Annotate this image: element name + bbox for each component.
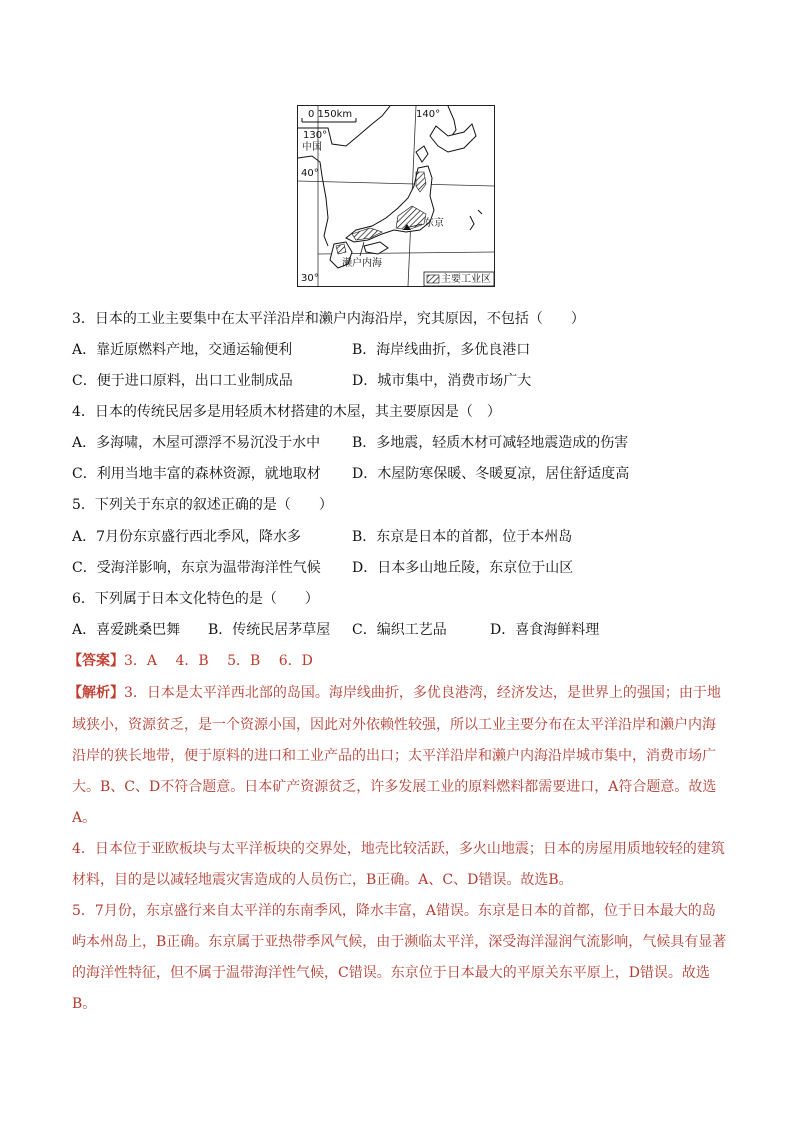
analysis-line-3: 沿岸的狭长地带，便于原料的进口和工业产品的出口；太平洋沿岸和濑户内海沿岸城市集中，消费市场广 (72, 748, 716, 764)
q3-stem: 3．日本的工业主要集中在太平洋沿岸和濑户内海沿岸，究其原因，不包括（ ） (72, 311, 585, 327)
q5-stem: 5．下列关于东京的叙述正确的是（ ） (72, 497, 333, 513)
analysis-q4-line-2: 材料，目的是以减轻地震灾害造成的人员伤亡，B正确。A、C、D错误。故选B。 (72, 872, 573, 888)
industrial-zone-kyushu (336, 244, 346, 254)
analysis-q5-line-2: 屿本州岛上，B正确。东京属于亚热带季风气候，由于濒临太平洋，深受海洋湿润气流影响，气候具有显著 (72, 934, 727, 950)
map-country-china: 中国 (302, 142, 322, 153)
q6-option-a: A．喜爱跳桑巴舞 (72, 622, 181, 638)
q6-option-d: D．喜食海鲜料理 (490, 622, 600, 638)
q3-option-b: B．海岸线曲折，多优良港口 (352, 342, 531, 358)
q3-option-d: D．城市集中，消费市场广大 (352, 373, 532, 389)
analysis-line-5: A。 (72, 810, 97, 826)
map-lat-30: 30° (301, 273, 319, 284)
map-graphic (298, 106, 494, 286)
q4-stem: 4．日本的传统民居多是用轻质木材搭建的木屋，其主要原因是（ ） (72, 404, 501, 420)
q5-option-b: B．东京是日本的首都，位于本州岛 (352, 529, 573, 545)
legend-swatch (427, 275, 439, 283)
map-legend-label: 主要工业区 (441, 274, 491, 285)
q4-option-c: C．利用当地丰富的森林资源，就地取材 (72, 466, 321, 482)
analysis-line-1 (68, 684, 721, 702)
analysis-text-1: 3．日本是太平洋西北部的岛国。海岸线曲折，多优良港湾，经济发达，是世界上的强国；由于地 (124, 685, 721, 701)
q4-option-b: B．多地震，轻质木材可减轻地震造成的伤害 (352, 435, 629, 451)
map-sea-seto: 濑户内海 (342, 258, 382, 269)
map-lon-140: 140° (416, 109, 441, 120)
answer-tag: 【答案】 (68, 653, 124, 669)
map-lat-40: 40° (301, 168, 319, 179)
lat-40-line (298, 181, 494, 186)
map-lon-130: 130° (303, 130, 328, 141)
analysis-q5-line-1: 5．7月份，东京盛行来自太平洋的东南季风，降水丰富，A错误。东京是日本的首都，位于日本最大的岛 (72, 903, 716, 919)
analysis-line-2: 域狭小，资源贫乏，是一个资源小国，因此对外依赖性较强，所以工业主要分布在太平洋沿岸和濑户内海 (72, 717, 716, 733)
q5-option-c: C．受海洋影响，东京为温带海洋性气候 (72, 560, 321, 576)
analysis-q5-line-4: B。 (72, 996, 97, 1012)
q5-option-d: D．日本多山地丘陵，东京位于山区 (352, 560, 574, 576)
answer-row (68, 652, 313, 670)
q4-option-d: D．木屋防寒保暖、冬暖夏凉，居住舒适度高 (352, 466, 630, 482)
q6-stem: 6．下列属于日本文化特色的是（ ） (72, 591, 319, 607)
map-city-tokyo: 东京 (424, 218, 444, 229)
answer-text: 3．A 4．B 5．B 6．D (124, 653, 313, 669)
analysis-q5-line-3: 的海洋性特征，但不属于温带海洋性气候，C错误。东京位于日本最大的平原关东平原上，D错误。故选 (72, 965, 710, 981)
q4-option-a: A．多海啸，木屋可漂浮不易沉没于水中 (72, 435, 321, 451)
analysis-line-4: 大。B、C、D不符合题意。日本矿产资源贫乏，许多发展工业的原料燃料都需要进口，A符合题意。故选 (72, 779, 717, 795)
q6-option-c: C．编织工艺品 (352, 622, 447, 638)
map-scale-label: 0 150km (308, 109, 353, 120)
japan-industry-map (297, 105, 495, 287)
q6-option-b: B．传统民居茅草屋 (208, 622, 331, 638)
analysis-q4-line-1: 4．日本位于亚欧板块与太平洋板块的交界处，地壳比较活跃，多火山地震；日本的房屋用质地较轻的建筑 (72, 841, 725, 857)
analysis-tag: 【解析】 (68, 685, 124, 701)
q3-option-a: A．靠近原燃料产地，交通运输便利 (72, 342, 293, 358)
q3-option-c: C．便于进口原料，出口工业制成品 (72, 373, 293, 389)
q5-option-a: A．7月份东京盛行西北季风，降水多 (72, 529, 302, 545)
